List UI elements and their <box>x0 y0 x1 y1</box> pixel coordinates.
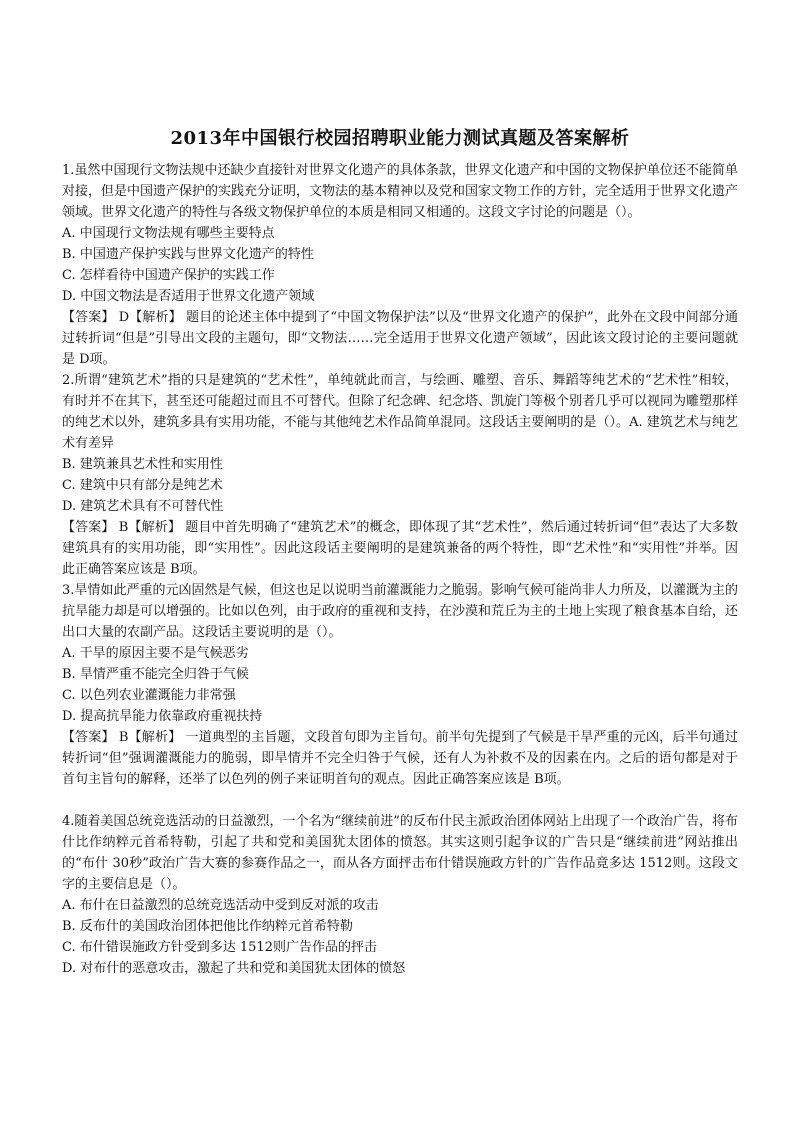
question-4 <box>62 811 738 979</box>
answer-explanation: 【答案】 B【解析】 题目中首先明确了“建筑艺术”的概念，即体现了其“艺术性”，然后通过转折词“但”表达了大多数建筑具有的实用功能，即“实用性”。因此这段话主要阐明的是建筑兼备的两个特性，即“艺术性”和“实用性”并举。因此正确答案应该是 B项。 <box>62 520 738 577</box>
question-3 <box>62 580 738 790</box>
option-c: C. 怎样看待中国遗产保护的实践工作 <box>62 268 275 283</box>
option-b: B. 反布什的美国政治团体把他比作纳粹元首希特勒 <box>62 919 353 934</box>
question-1 <box>62 160 738 370</box>
option-b: B. 中国遗产保护实践与世界文化遗产的特性 <box>62 247 314 262</box>
question-2 <box>62 370 738 580</box>
option-d: D. 建筑艺术具有不可替代性 <box>62 499 224 514</box>
option-d: D. 中国文物法是否适用于世界文化遗产领域 <box>62 289 315 304</box>
option-c: C. 以色列农业灌溉能力非常强 <box>62 688 236 703</box>
option-a: A. 布什在日益激烈的总统竞选活动中受到反对派的攻击 <box>62 898 379 913</box>
question-stem: 3.旱情如此严重的元凶固然是气候，但这也足以说明当前灌溉能力之脆弱。影响气候可能尚非人力所及，以灌溉为主的抗旱能力却是可以增强的。比如以色列，由于政府的重视和支持，在沙漠和荒丘为主的土地上实现了粮食基本自给，还出口大量的农副产品。这段话主要说明的是（）。 <box>62 583 739 640</box>
option-a: A. 干旱的原因主要不是气候恶劣 <box>62 646 249 661</box>
option-d: D. 对布什的恶意攻击，激起了共和党和美国犹太团体的愤怒 <box>62 961 406 976</box>
option-d: D. 提高抗旱能力依靠政府重视扶持 <box>62 709 263 724</box>
option-b: B. 旱情严重不能完全归咎于气候 <box>62 667 249 682</box>
question-stem: 4.随着美国总统竞选活动的日益激烈，一个名为“继续前进”的反布什民主派政治团体网站上出现了一个政治广告，将布什比作纳粹元首希特勒，引起了共和党和美国犹太团体的愤怒。其实这则引起争议的广告只是“继续前进”网站推出的“布什 30秒”政治广告大赛的参赛作品之一，而从各方面抨击布什错误施政方针的广告作品竟多达 1512则。这段文字的主要信息是（）。 <box>62 814 738 892</box>
option-a: A. 中国现行文物法规有哪些主要特点 <box>62 226 275 241</box>
question-stem: 1.虽然中国现行文物法规中还缺少直接针对世界文化遗产的具体条款，世界文化遗产和中国的文物保护单位还不能简单对接，但是中国遗产保护的实践充分证明，文物法的基本精神以及党和国家文物工作的方针，完全适用于世界文化遗产领域。世界文化遗产的特性与各级文物保护单位的本质是相同又相通的。这段文字讨论的问题是（）。 <box>62 163 739 220</box>
answer-explanation: 【答案】 B【解析】 一道典型的主旨题，文段首句即为主旨句。前半句先提到了气候是干旱严重的元凶，后半句通过转折词“但”强调灌溉能力的脆弱，即旱情并不完全归咎于气候，还有人为补救不及的因素在内。之后的语句都是对于首句主旨句的解释，还举了以色列的例子来证明首句的观点。因此正确答案应该是 B项。 <box>62 730 738 787</box>
document-title: 2013年中国银行校园招聘职业能力测试真题及答案解析 <box>170 128 630 149</box>
spacer <box>62 790 738 811</box>
option-c: C. 建筑中只有部分是纯艺术 <box>62 478 223 493</box>
question-stem: 2.所谓“建筑艺术”指的只是建筑的“艺术性”，单纯就此而言，与绘画、雕塑、音乐、舞蹈等纯艺术的“艺术性”相较，有时并不在其下，甚至还可能超过而且不可替代。但除了纪念碑、纪念塔、凯旋门等极个别者几乎可以视同为雕塑那样的纯艺术以外，建筑多具有实用功能，不能与其他纯艺术作品简单混同。这段话主要阐明的是（）。A. 建筑艺术与纯艺术有差异 <box>62 373 739 451</box>
answer-explanation: 【答案】 D【解析】 题目的论述主体中提到了“中国文物保护法”以及“世界文化遗产的保护”，此外在文段中间部分通过转折词“但是”引导出文段的主题句，即“文物法……完全适用于世界文化遗产领域”，因此该文段讨论的主要问题就是 D项。 <box>62 310 738 367</box>
option-c: C. 布什错误施政方针受到多达 1512则广告作品的抨击 <box>62 940 377 955</box>
option-b: B. 建筑兼具艺术性和实用性 <box>62 457 223 472</box>
